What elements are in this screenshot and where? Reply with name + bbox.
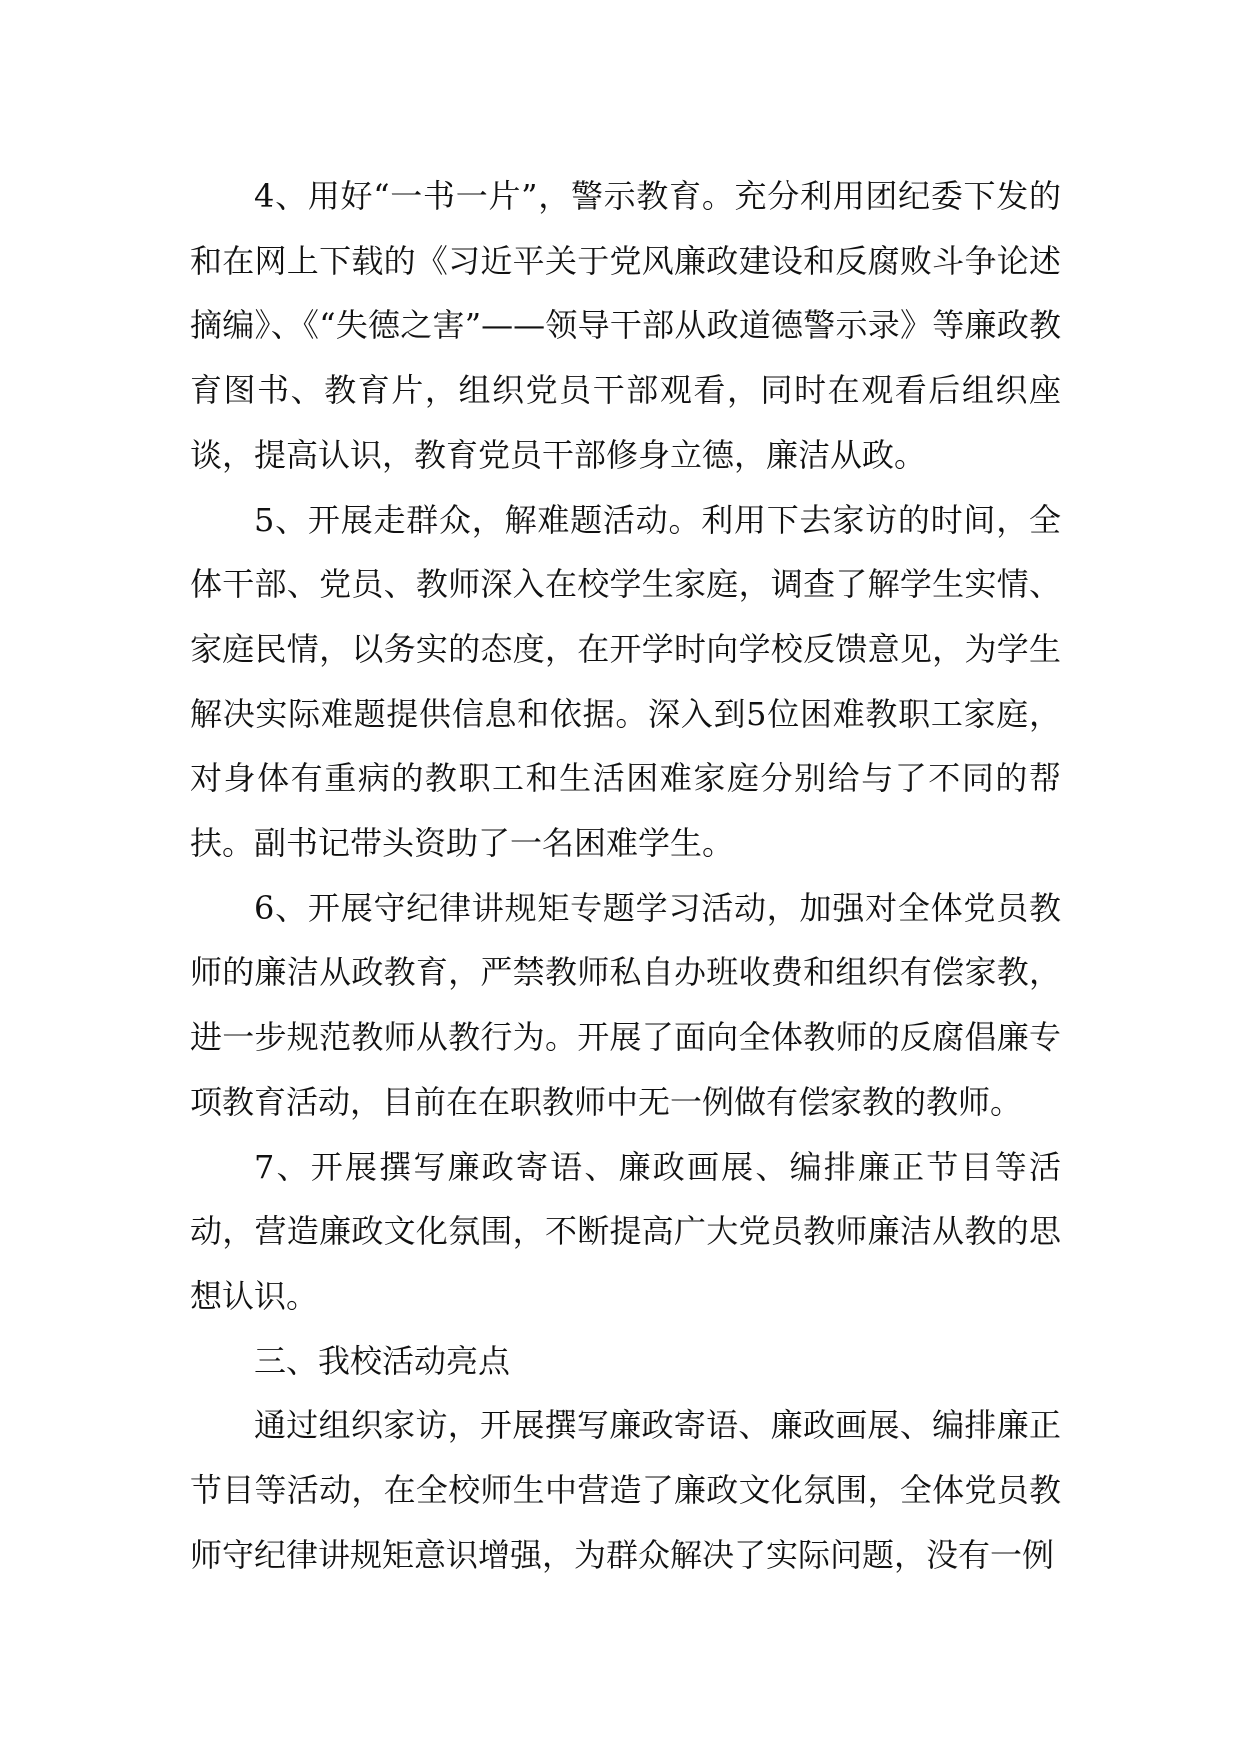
paragraph-item-6-discipline-study: 6、开展守纪律讲规矩专题学习活动，加强对全体党员教师的廉洁从政教育，严禁教师私自办班收费和组织有偿家教，进一步规范教师从教行为。开展了面向全体教师的反腐倡廉专项教育活动，目前在在职教师中无一例做有偿家教的教师。 (190, 888, 1061, 1121)
document-body (190, 164, 1061, 1587)
paragraph-item-5-visit-families: 5、开展走群众，解难题活动。利用下去家访的时间，全体干部、党员、教师深入在校学生家庭，调查了解学生实情、家庭民情，以务实的态度，在开学时向学校反馈意见，为学生解决实际难题提供信息和依据。深入到5位困难教职工家庭，对身体有重病的教职工和生活困难家庭分别给与了不同的帮扶。副书记带头资助了一名困难学生。 (190, 500, 1061, 863)
paragraph-item-4-warning-education: 4、用好“一书一片”，警示教育。充分利用团纪委下发的和在网上下载的《习近平关于党风廉政建设和反腐败斗争论述摘编》、《“失德之害”——领导干部从政道德警示录》等廉政教育图书、教育片，组织党员干部观看，同时在观看后组织座谈，提高认识，教育党员干部修身立德，廉洁从政。 (190, 177, 1061, 474)
section-heading-highlights: 三、我校活动亮点 (254, 1341, 511, 1380)
paragraph-item-7-integrity-culture: 7、开展撰写廉政寄语、廉政画展、编排廉正节目等活动，营造廉政文化氛围，不断提高广大党员教师廉洁从教的思想认识。 (190, 1147, 1061, 1315)
paragraph-highlights-body: 通过组织家访，开展撰写廉政寄语、廉政画展、编排廉正节目等活动，在全校师生中营造了廉政文化氛围，全体党员教师守纪律讲规矩意识增强，为群众解决了实际问题，没有一例 (190, 1406, 1061, 1574)
